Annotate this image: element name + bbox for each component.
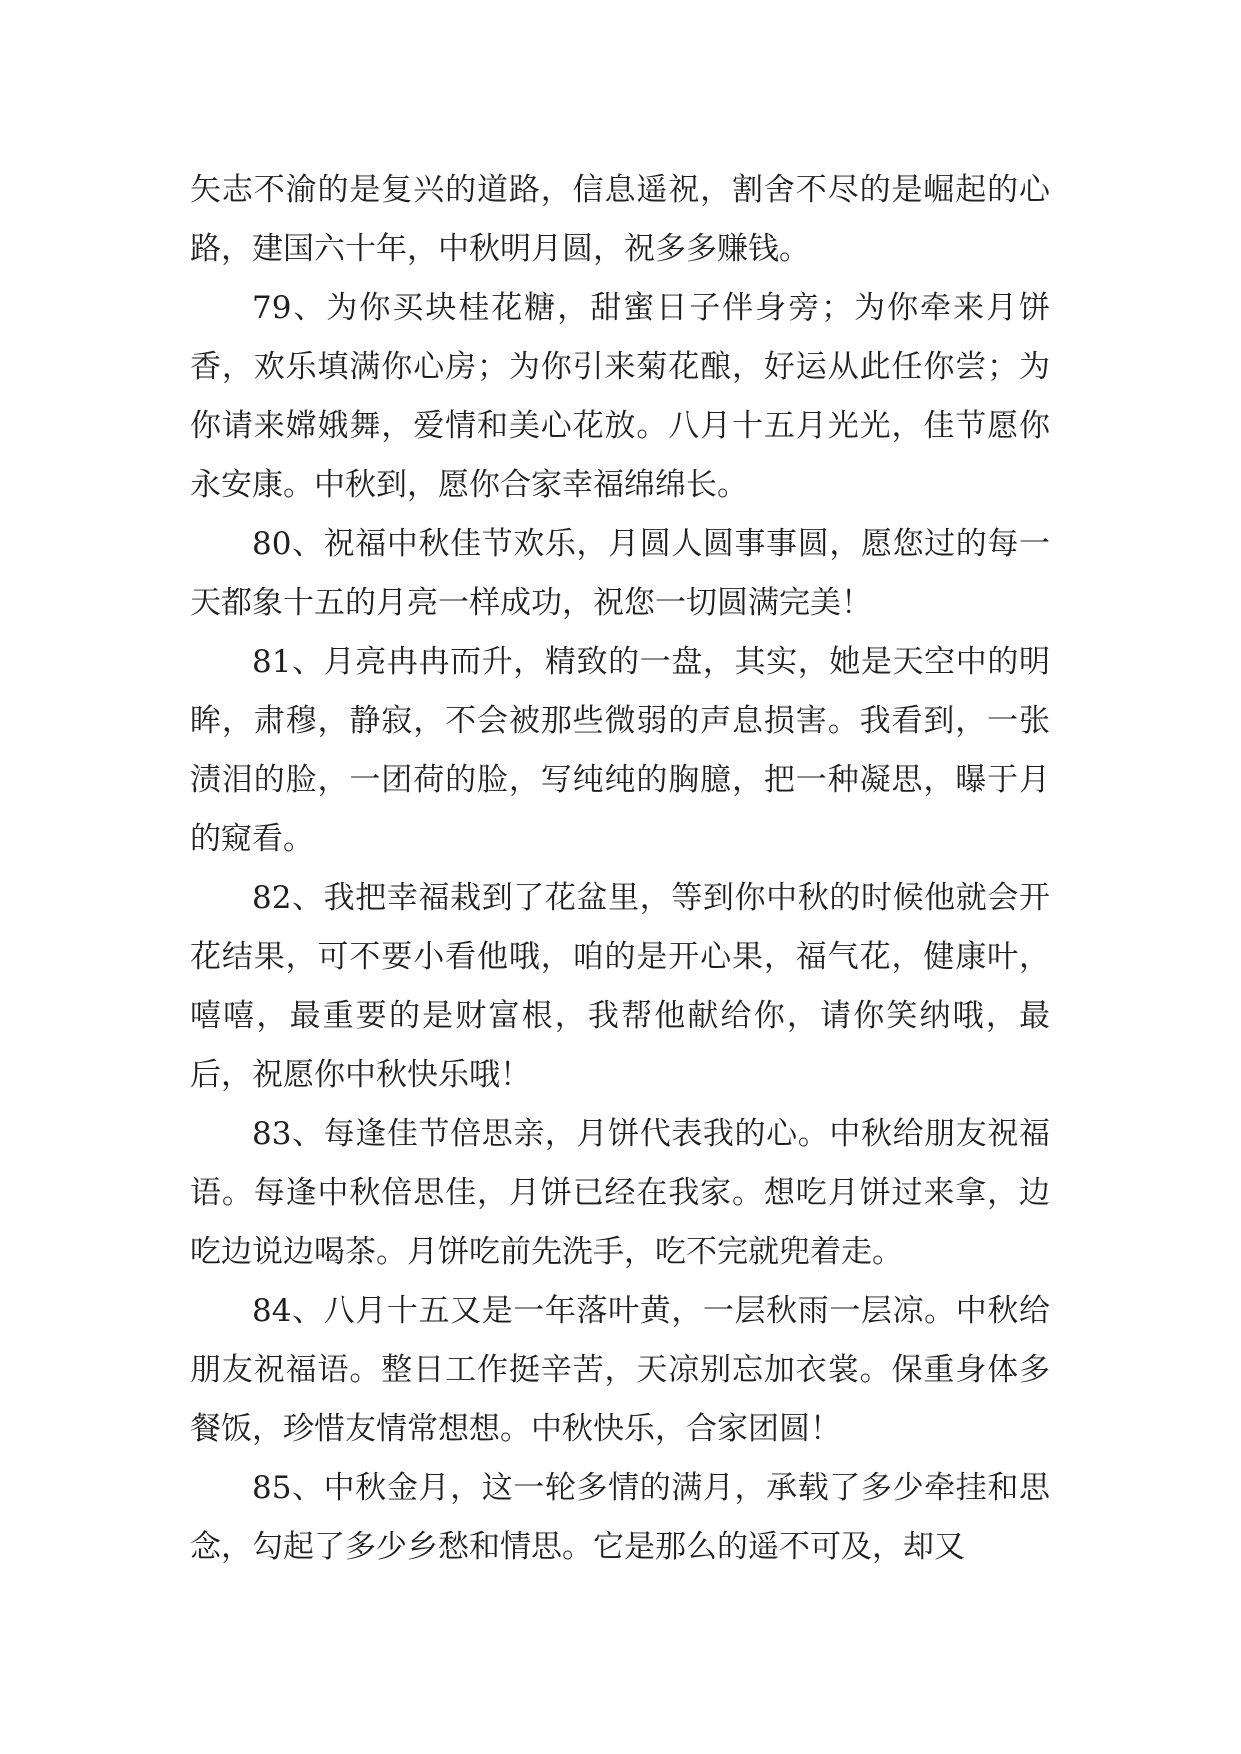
paragraph-83: 83、每逢佳节倍思亲，月饼代表我的心。中秋给朋友祝福语。每逢中秋倍思佳，月饼已经在我家。想吃月饼过来拿，边吃边说边喝茶。月饼吃前先洗手，吃不完就兜着走。	[190, 1116, 1050, 1270]
paragraph-85: 85、中秋金月，这一轮多情的满月，承载了多少牵挂和思念，勾起了多少乡愁和情思。它是那么的遥不可及，却又	[190, 1470, 1050, 1565]
paragraph-continuation: 矢志不渝的是复兴的道路，信息遥祝，割舍不尽的是崛起的心路，建国六十年，中秋明月圆，祝多多赚钱。	[190, 172, 1050, 267]
paragraph-80: 80、祝福中秋佳节欢乐，月圆人圆事事圆，愿您过的每一天都象十五的月亮一样成功，祝您一切圆满完美！	[190, 526, 1050, 621]
paragraph-81: 81、月亮冉冉而升，精致的一盘，其实，她是天空中的明眸，肃穆，静寂，不会被那些微弱的声息损害。我看到，一张渍泪的脸，一团荷的脸，写纯纯的胸臆，把一种凝思，曝于月的窥看。	[190, 644, 1050, 857]
paragraph-82: 82、我把幸福栽到了花盆里，等到你中秋的时候他就会开花结果，可不要小看他哦，咱的是开心果，福气花，健康叶，嘻嘻，最重要的是财富根，我帮他献给你，请你笑纳哦，最后，祝愿你中秋快乐哦！	[190, 880, 1050, 1093]
paragraph-84: 84、八月十五又是一年落叶黄，一层秋雨一层凉。中秋给朋友祝福语。整日工作挺辛苦，天凉别忘加衣裳。保重身体多餐饭，珍惜友情常想想。中秋快乐，合家团圆！	[190, 1293, 1050, 1447]
paragraph-79: 79、为你买块桂花糖，甜蜜日子伴身旁；为你牵来月饼香，欢乐填满你心房；为你引来菊花酿，好运从此任你尝；为你请来嫦娥舞，爱情和美心花放。八月十五月光光，佳节愿你永安康。中秋到，愿你合家幸福绵绵长。	[190, 290, 1050, 503]
document-body	[190, 161, 1050, 1577]
